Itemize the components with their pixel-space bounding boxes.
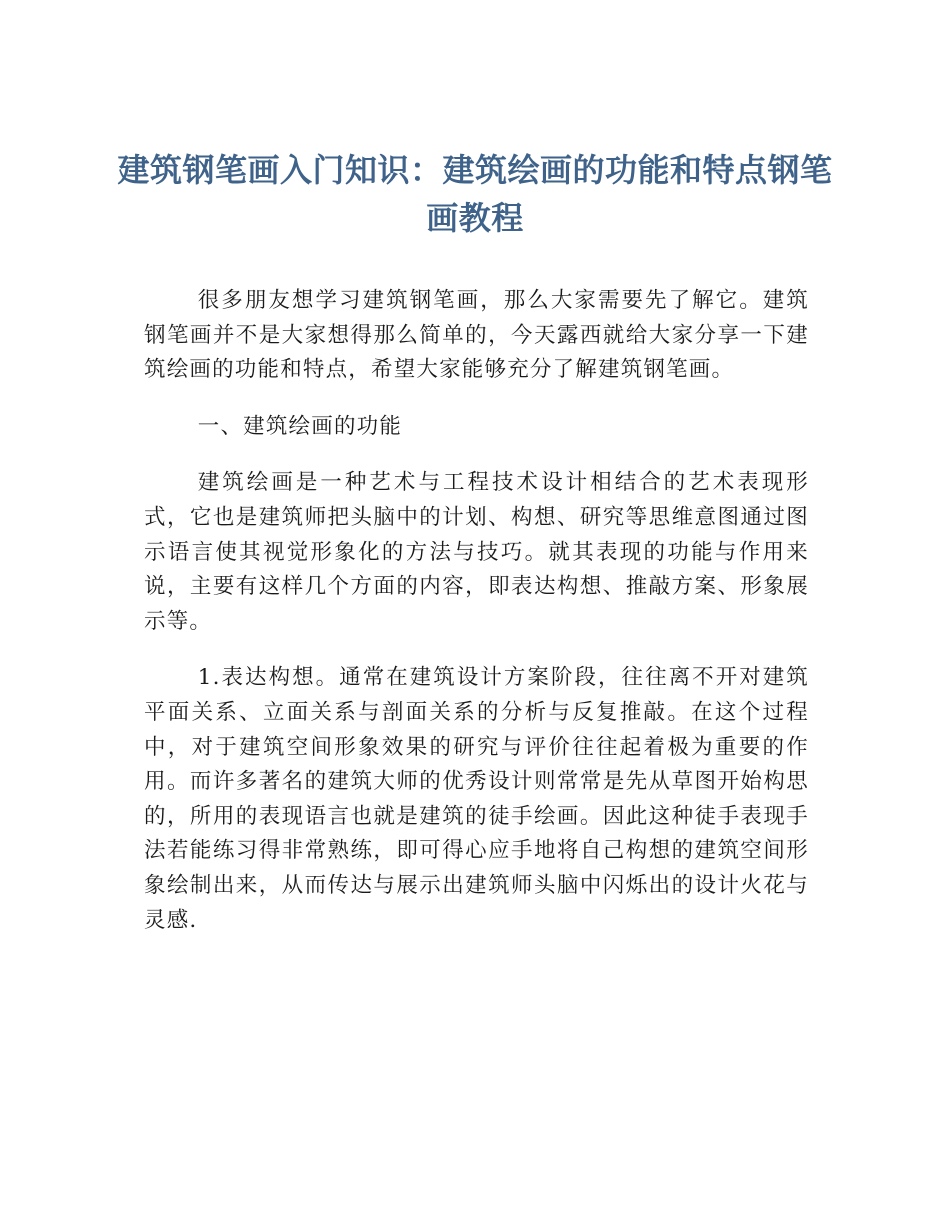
expressing-concept-paragraph: 1.表达构想。通常在建筑设计方案阶段，往往离不开对建筑平面关系、立面关系与剖面关系的分析与反复推敲。在这个过程中，对于建筑空间形象效果的研究与评价往往起着极为重要的作用。而许多著名的建筑大师的优秀设计则常常是先从草图开始构思的，所用的表现语言也就是建筑的徒手绘画。因此这种徒手表现手法若能练习得非常熟练，即可得心应手地将自己构想的建筑空间形象绘制出来，从而传达与展示出建筑师头脑中闪烁出的设计火花与灵感. xyxy=(144,665,809,933)
section-heading-functions: 一、建筑绘画的功能 xyxy=(197,413,403,439)
document-title: 建筑钢笔画入门知识：建筑绘画的功能和特点钢笔画教程 xyxy=(117,151,833,237)
document-body xyxy=(144,284,809,960)
intro-paragraph: 很多朋友想学习建筑钢笔画，那么大家需要先了解它。建筑钢笔画并不是大家想得那么简单的，今天露西就给大家分享一下建筑绘画的功能和特点，希望大家能够充分了解建筑钢笔画。 xyxy=(144,288,809,383)
functions-paragraph: 建筑绘画是一种艺术与工程技术设计相结合的艺术表现形式，它也是建筑师把头脑中的计划、构想、研究等思维意图通过图示语言使其视觉形象化的方法与技巧。就其表现的功能与作用来说，主要有这样几个方面的内容，即表达构想、推敲方案、形象展示等。 xyxy=(144,470,809,634)
